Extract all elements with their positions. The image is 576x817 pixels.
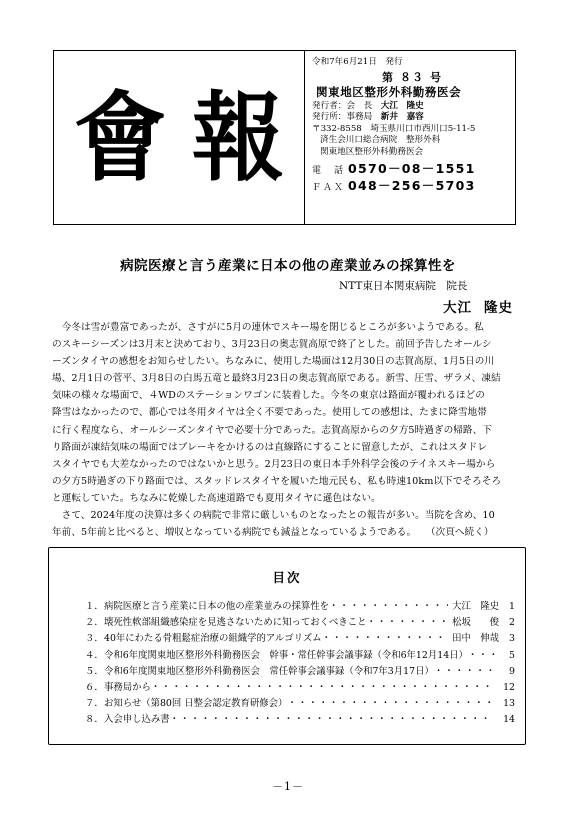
publication-info bbox=[312, 57, 512, 195]
body-line: 年前、5年前と比べると、増収となっている病院でも減益となっているようである。 （次頁へ続く） bbox=[52, 527, 494, 539]
toc-item[interactable]: １． 病院医療と言う産業に日本の他の産業並みの採算性を ・・・・・・・・・・・・・・・・・・・・・・・・・・・・・・・・・・・・・・・・・・・・・・・・・・・・ 大江 隆史 1 bbox=[85, 599, 515, 615]
body-line: 気味の様々な場面で、４WDのステーションワゴンに装着した。今冬の東京は路面が覆われるほどの bbox=[52, 390, 485, 402]
phone: 電 話 0570－08－1551 bbox=[312, 161, 476, 177]
body-line: と運転していた。ちなみに乾燥した高速道路でも夏用タイヤに遜色はない。 bbox=[52, 492, 381, 504]
fax: ＦＡＸ 048－256－5703 bbox=[312, 177, 476, 193]
toc-item[interactable]: ７． お知らせ（第80回 日整会認定教育研修会） ・・・・・・・・・・・・・・・・・・・・・・・・・・・・・・・・・・・・・・・・・・・・・・・・・・・・ 13 bbox=[85, 696, 515, 712]
address-line-1: 〒332-8558 埼玉県川口市西川口5-11-5 bbox=[312, 123, 476, 134]
society-name: 関東地区整形外科勤務医会 bbox=[316, 85, 462, 100]
body-line: り路面が凍結気味の場面ではブレーキをかけるのは直線路にすることに留意したが、これはスタドレ bbox=[52, 441, 487, 453]
toc-item[interactable]: ２． 壊死性軟部組織感染症を見逃さないために知っておくべきこと ・・・・・・・・・・・・・・・・・・・・・・・・・・・・・・・・・・・・・・・・・・・・・・・・・・・・ 松坂 俊 2 bbox=[85, 615, 515, 631]
masthead bbox=[53, 50, 516, 225]
body-line: の夕方5時過ぎの下り路面では、スタッドレスタイヤを履いた地元民も、私も時速10km以下でそろそろ bbox=[52, 475, 502, 487]
toc-item[interactable]: ６． 事務局から ・・・・・・・・・・・・・・・・・・・・・・・・・・・・・・・・・・・・・・・・・・・・・・・・・・・・ 12 bbox=[85, 680, 515, 696]
address-line-3: 関東地区整形外科勤務医会 bbox=[320, 146, 424, 157]
page-number: －1－ bbox=[272, 780, 304, 793]
toc-leader-dots bbox=[329, 599, 448, 615]
author-affiliation: NTT東日本関東病院 院長 bbox=[339, 280, 468, 292]
publishing-office: 発行所：事務局 新井 嘉容 bbox=[312, 112, 424, 123]
body-line: さて、2024年度の決算は多くの病院で非常に厳しいものとなったとの報告が多い。当院を含め、10 bbox=[61, 510, 495, 522]
table-of-contents bbox=[48, 547, 526, 745]
toc-leader-dots bbox=[367, 615, 449, 631]
author-name: 大江 隆史 bbox=[443, 300, 513, 316]
toc-item[interactable]: ３． 40年にわたる骨粗鬆症治療の組織学的アルゴリズム ・・・・・・・・・・・・・・・・・・・・・・・・・・・・・・・・・・・・・・・・・・・・・・・・・・・・ 田中 伸哉 3 bbox=[85, 631, 515, 647]
masthead-title bbox=[54, 51, 305, 224]
masthead-title-char-1: 會 bbox=[73, 80, 166, 195]
toc-item[interactable]: ５． 令和6年度関東地区整形外科勤務医会 常任幹事会議事録（令和7年3月17日） ・・・・・・・・・・・・・・・・・・・・・・・・・・・・・・・・・・・・・・・・・・・・・・・・・・・・ 9 bbox=[85, 664, 515, 680]
toc-title: 目次 bbox=[272, 570, 302, 585]
toc-leader-dots bbox=[434, 664, 495, 680]
article-body bbox=[52, 319, 527, 541]
toc-list bbox=[85, 599, 515, 729]
body-line: のスキーシーズンは3月末と決めており、3月23日の奥志賀高原で終了とした。前回予告したオールシ bbox=[52, 339, 492, 351]
toc-leader-dots bbox=[322, 631, 448, 647]
toc-leader-dots bbox=[151, 680, 495, 696]
publisher: 発行者：会 長 大江 隆史 bbox=[312, 100, 424, 111]
toc-leader-dots bbox=[287, 696, 495, 712]
toc-item[interactable]: ４． 令和6年度関東地区整形外科勤務医会 幹事・常任幹事会議事録（令和6年12月14日） ・・・・・・・・・・・・・・・・・・・・・・・・・・・・・・・・・・・・・・・・・・・・・・・・・・・・ 5 bbox=[85, 648, 515, 664]
body-line: 降雪はなかったので、都心では冬用タイヤは全く不要であった。使用しての感想は、たまに降雪地帯 bbox=[52, 407, 487, 419]
body-line: ーズンタイヤの感想をお知らせしたい。ちなみに、使用した場面は12月30日の志賀高原、1月5日の川 bbox=[52, 356, 495, 368]
body-line: 場、2月1日の菅平、3月8日の白馬五竜と最終3月23日の奥志賀高原である。新雪、圧雪、ザラメ、凍結 bbox=[52, 373, 501, 385]
body-line: スタイヤでも大差なかったのではないかと思う。2月23日の東日本手外科学会後のテイネスキー場から bbox=[52, 458, 496, 470]
article-title: 病院医療と言う産業に日本の他の産業並みの採算性を bbox=[120, 258, 456, 274]
body-line: 今冬は雪が豊富であったが、さすがに5月の連休でスキー場を閉じるところが多いようである。私 bbox=[61, 322, 484, 333]
toc-leader-dots bbox=[170, 712, 495, 728]
issue-number: 第 ８３ 号 bbox=[382, 70, 442, 84]
body-line: に行く程度なら、オールシーズンタイヤで必要十分であった。志賀高原からの夕方5時過ぎの帰路、下 bbox=[52, 424, 492, 436]
toc-leader-dots bbox=[468, 648, 495, 664]
masthead-title-char-2: 報 bbox=[192, 80, 285, 195]
issue-date: 令和7年6月21日 発行 bbox=[312, 57, 403, 67]
toc-item[interactable]: ８． 入会申し込み書 ・・・・・・・・・・・・・・・・・・・・・・・・・・・・・・・・・・・・・・・・・・・・・・・・・・・・ 14 bbox=[85, 712, 515, 728]
address-line-2: 済生会川口総合病院 整形外科 bbox=[320, 135, 441, 146]
